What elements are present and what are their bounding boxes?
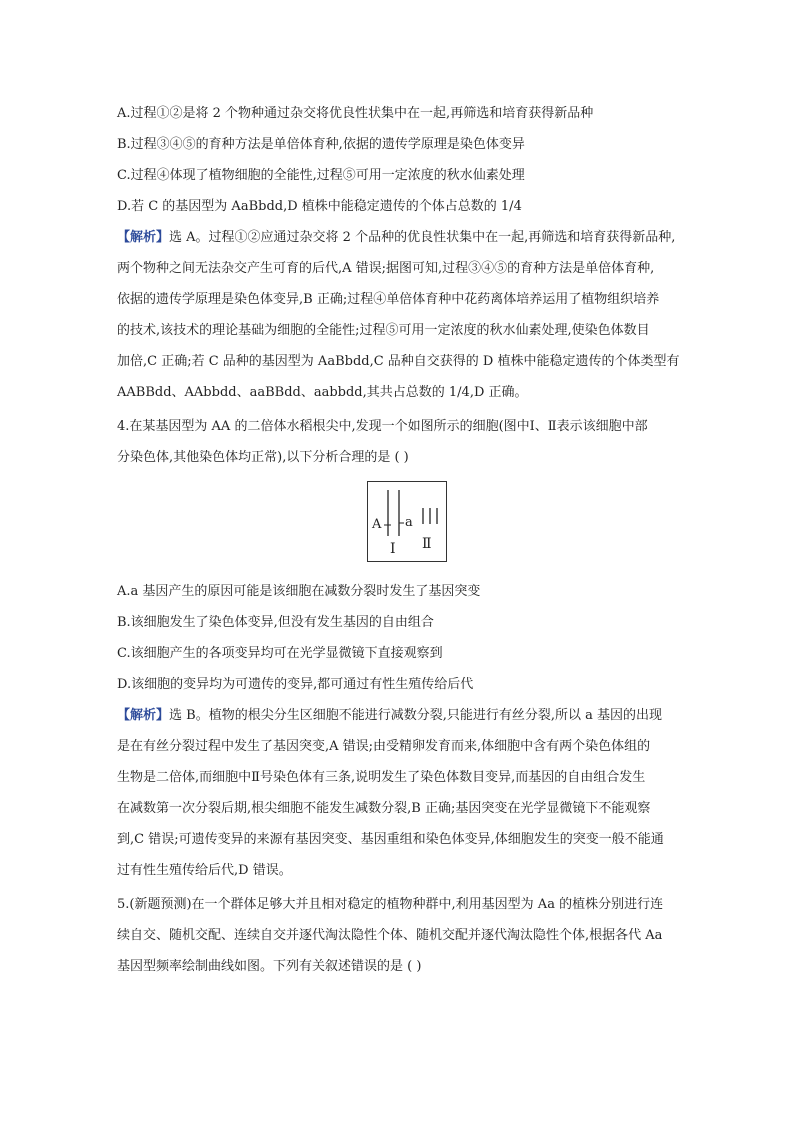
q4-option-a: A.a 基因产生的原因可能是该细胞在减数分裂时发生了基因突变	[117, 584, 481, 599]
q5-stem-line: 基因型频率绘制曲线如图。下列有关叙述错误的是 ( )	[117, 959, 422, 974]
q3-analysis-line: AABBdd、AAbbdd、aaBBdd、aabbdd,其共占总数的 1/4,D 正确。	[117, 385, 528, 400]
q3-analysis-line: 的技术,该技术的理论基础为细胞的全能性;过程⑤可用一定浓度的秋水仙素处理,使染色体数目	[117, 323, 650, 338]
q4-analysis-text: 选 B。植物的根尖分生区细胞不能进行减数分裂,只能进行有丝分裂,所以 a 基因的出现	[169, 708, 662, 723]
q4-analysis-line: 生物是二倍体,而细胞中Ⅱ号染色体有三条,说明发生了染色体数目变异,而基因的自由组合发生	[117, 770, 646, 785]
q3-option-b: B.过程③④⑤的育种方法是单倍体育种,依据的遗传学原理是染色体变异	[117, 137, 525, 152]
q4-option-c: C.该细胞产生的各项变异均可在光学显微镜下直接观察到	[117, 646, 443, 661]
q3-analysis-line	[117, 230, 675, 246]
q3-analysis-line: 两个物种之间无法杂交产生可育的后代,A 错误;据图可知,过程③④⑤的育种方法是单倍体育种,	[117, 261, 655, 276]
gene-label-A: A	[372, 517, 382, 532]
q4-stem-line: 分染色体,其他染色体均正常),以下分析合理的是 ( )	[117, 450, 409, 465]
q3-option-d: D.若 C 的基因型为 AaBbdd,D 植株中能稳定遗传的个体占总数的 1/4	[117, 199, 522, 214]
q4-analysis-line: 在减数第一次分裂后期,根尖细胞不能发生减数分裂,B 正确;基因突变在光学显微镜下不能观察	[117, 801, 651, 816]
q4-option-b: B.该细胞发生了染色体变异,但没有发生基因的自由组合	[117, 615, 434, 630]
chromosome-label-I: Ⅰ	[390, 541, 396, 557]
q4-option-d: D.该细胞的变异均为可遗传的变异,都可通过有性生殖传给后代	[117, 677, 474, 692]
q3-analysis-line: 依据的遗传学原理是染色体变异,B 正确;过程④单倍体育种中花药离体培养运用了植物组织培养	[117, 292, 660, 307]
q4-analysis-line: 是在有丝分裂过程中发生了基因突变,A 错误;由受精卵发育而来,体细胞中含有两个染色体组的	[117, 739, 651, 754]
chromosome-figure	[367, 481, 447, 562]
q5-stem-line: 5.(新题预测)在一个群体足够大并且相对稳定的植物种群中,利用基因型为 Aa 的植株分别进行连	[117, 897, 664, 912]
q4-analysis-line: 过有性生殖传给后代,D 错误。	[117, 863, 292, 878]
chromosome-label-II: Ⅱ	[422, 536, 432, 552]
q4-analysis-line	[117, 708, 662, 724]
gene-label-a: a	[405, 515, 413, 530]
q4-analysis-line: 到,C 错误;可遗传变异的来源有基因突变、基因重组和染色体变异,体细胞发生的突变一般不能通	[117, 832, 664, 847]
q3-analysis-line: 加倍,C 正确;若 C 品种的基因型为 AaBbdd,C 品种自交获得的 D 植株中能稳定遗传的个体类型有	[117, 354, 680, 369]
analysis-tag: 【解析】	[117, 230, 170, 245]
analysis-tag: 【解析】	[117, 708, 170, 723]
q3-option-c: C.过程④体现了植物细胞的全能性,过程⑤可用一定浓度的秋水仙素处理	[117, 168, 525, 183]
q3-analysis-text: 选 A。过程①②应通过杂交将 2 个品种的优良性状集中在一起,再筛选和培育获得新品种,	[169, 230, 676, 245]
q4-stem-line: 4.在某基因型为 AA 的二倍体水稻根尖中,发现一个如图所示的细胞(图中Ⅰ、Ⅱ表示该细胞中部	[117, 419, 648, 434]
q3-option-a: A.过程①②是将 2 个物种通过杂交将优良性状集中在一起,再筛选和培育获得新品种	[117, 106, 594, 121]
q5-stem-line: 续自交、随机交配、连续自交并逐代淘汰隐性个体、随机交配并逐代淘汰隐性个体,根据各代 Aa	[117, 928, 663, 943]
